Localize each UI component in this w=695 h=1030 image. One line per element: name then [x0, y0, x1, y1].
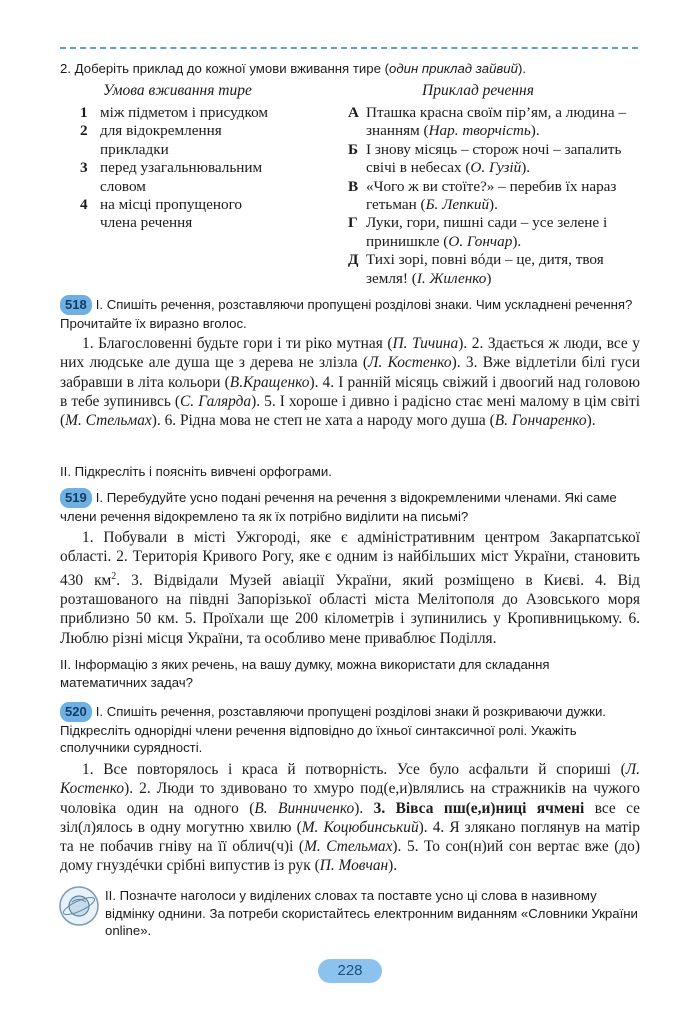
condition-item: 2 для відокремлення прикладки — [80, 122, 222, 158]
condition-item: 4 на місці пропущеного члена речення — [80, 196, 243, 232]
exercise-518-text: 1. Благословенні будьте гори і ти ріко мутная (П. Тичина). 2. Здається ж люди, все у них людське але душа ще з дерева не злізла (Л. Костенко). 3. Вже відлетіли білі гуси забравши в літа кольори (В.Кращенко). 4. І ранній місяць свіжий і двоогий над головою в тебе зупинивсь (С. Галярда). 5. І хороше і дивно і радісно стає мені малому в цім світі (М. Стельмах). 6. Рідна мова не степ не хата а народу мого душа (В. Гончаренко). — [60, 335, 641, 430]
exercise-number-badge: 519 — [60, 488, 92, 508]
exercise-520-task: 520 І. Спишіть речення, розставляючи пропущені розділові знаки й розкриваючи дужки. Підкресліть однорідні члени речення відповідно до їхньої синтаксичної ролі. Укажіть сполучники сурядності. — [60, 704, 606, 755]
exercise-519-task: 519 І. Перебудуйте усно подані речення на речення з відокремленими членами. Які саме члени речення відокремлено та як їх потрібно виділити на письмі? — [60, 490, 617, 524]
exercise-520-text: 1. Все повторялось і краса й потворність. Усе було асфальти й спориші (Л. Костенко). 2. Люди то здивовано то хмуро под(е,и)влялись на стражників на чужого чоловіка один на одного (В. Винниченко). 3. Вівса пш(е,и)ниці ячмені все се зіл(л)ялось в одну могутню хвилю (М. Коцюбинський). 4. Я злякано поглянув на матір та не побачив гніву на її облич(ч)і (М. Стельмах). 5. То сон(н)ий сон вертає вже (до) дому гнуздéчки срібні випустив із рук (П. Мовчан). — [60, 761, 641, 875]
column-header-condition: Умова вживання тире — [103, 82, 252, 99]
exercise-518-task-2: ІІ. Підкресліть і поясніть вивчені орфограми. — [60, 464, 332, 479]
top-divider — [60, 47, 638, 49]
dictionary-online-icon — [58, 885, 100, 927]
page-number: 228 — [318, 959, 382, 983]
exercise-520-task-2: ІІ. Позначте наголоси у виділених словах та поставте усно ці слова в називному відмінку однини. За потреби скористайтесь електронним виданням «Словники України online». — [105, 888, 638, 938]
examples-list — [348, 104, 640, 288]
example-item: В «Чого ж ви стоїте?» – перебив їх нараз гетьман (Б. Лепкий). — [348, 177, 617, 214]
example-item: А Пташка красна своїм пір’ям, а людина – знанням (Нар. творчість). — [348, 104, 627, 140]
conditions-list — [80, 104, 325, 233]
condition-item: 1 між підметом і присудком — [80, 104, 268, 121]
exercise-519-text: 1. Побували в місті Ужгороді, яке є адміністративним центром Закарпатської області. 2. Територія Кривого Рогу, яке є одним із найбільших міст України, становить 430 $км^2$. 3. Відвідали Музей авіації України, який розміщено в Києві. 4. Від розташованого на півдні Запорізької області міста Мелітополя до Азовського моря приблизно 50 км. 5. Проїхали ще 200 кілометрів і зупинились у Кропивницькому. 6. Люблю різні місця України, та особливо мене приваблює Поділля. — [60, 529, 641, 647]
column-header-example: Приклад речення — [422, 82, 534, 99]
condition-item: 3 перед узагальнювальним словом — [80, 159, 263, 195]
example-item: Г Луки, гори, пишні сади – усе зелене і принишкле (О. Гончар). — [348, 214, 608, 250]
exercise-519-task-2: ІІ. Інформацію з яких речень, на вашу думку, можна використати для складання математичних задач? — [60, 657, 550, 690]
task-2-instruction: 2. Доберіть приклад до кожної умови вживання тире (один приклад зайвий). — [60, 61, 527, 76]
example-item: Д Тихі зорі, повні вóди – це, дитя, твоя земля! (І. Жиленко) — [348, 251, 604, 287]
exercise-518-task: 518 І. Спишіть речення, розставляючи пропущені розділові знаки. Чим ускладнені речення? Прочитайте їх виразно вголос. — [60, 297, 633, 331]
exercise-number-badge: 518 — [60, 295, 92, 315]
example-item: Б І знову місяць – сторож ночі – запалить свічі в небесах (О. Гузій). — [348, 140, 622, 177]
exercise-number-badge: 520 — [60, 702, 92, 722]
